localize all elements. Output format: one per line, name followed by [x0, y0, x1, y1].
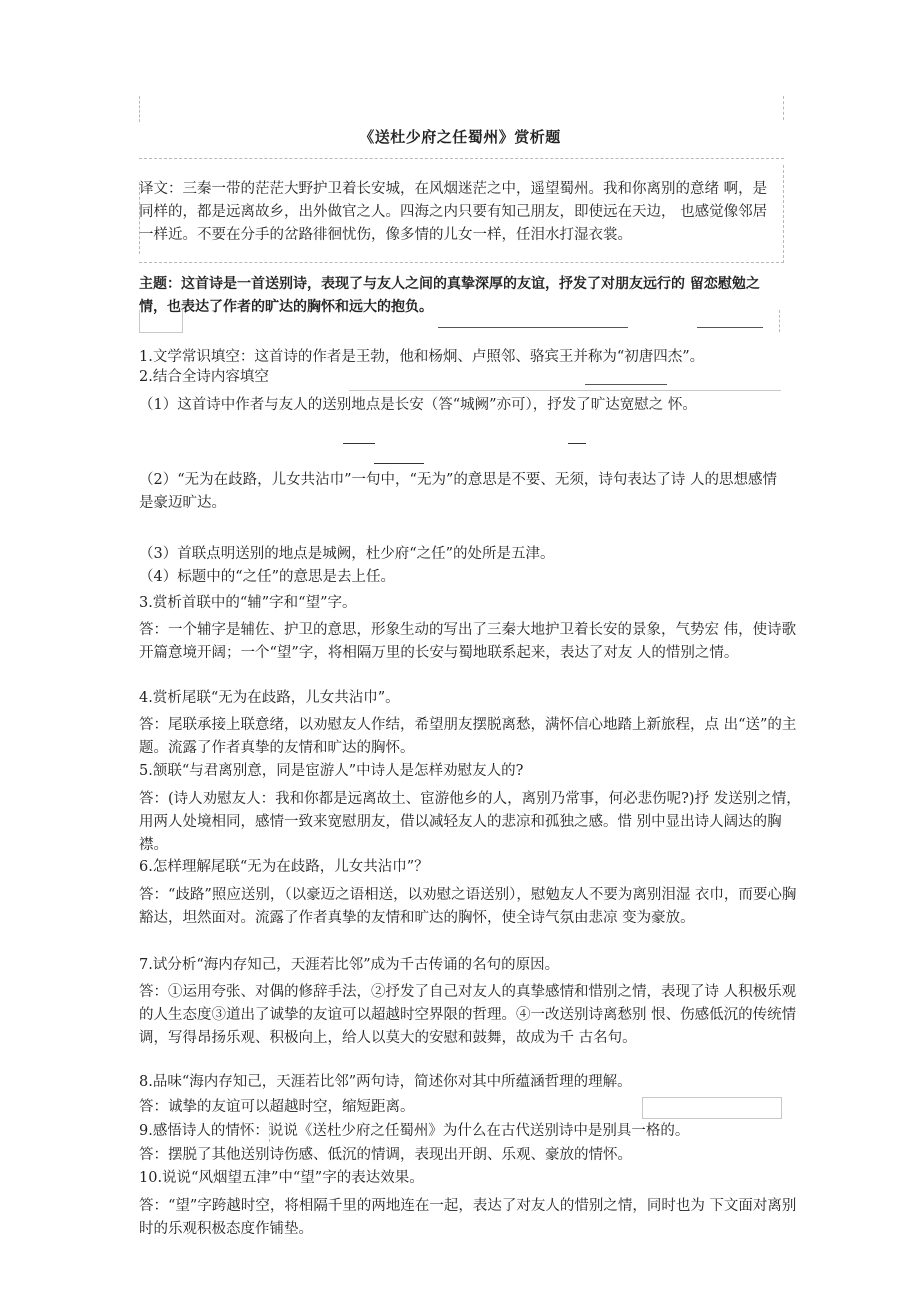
question-2-item-4: （4）标题中的“之任”的意思是去上任。 — [139, 569, 396, 585]
underline-4 — [343, 443, 375, 444]
question-5: 5.颔联“与君离别意，同是宦游人”中诗人是怎样劝慰友人的? — [139, 763, 524, 779]
underline-1 — [438, 327, 628, 328]
question-2-item-1: （1）这首诗中作者与友人的送别地点是长安（答“城阙”亦可），抒发了旷达宽慰之 怀。 — [139, 397, 697, 413]
answer-6: 答：“歧路”照应送别，（以豪迈之语相送，以劝慰之语送别），慰勉友人不要为离别泪湿 衣巾，而要心胸豁达，坦然面对。流露了作者真挚的友情和旷达的胸怀，使全诗气氛由悲凉 变为豪放。 — [139, 887, 797, 926]
underline-6 — [374, 463, 424, 464]
frame-line-3 — [139, 262, 784, 263]
frame-box-right — [349, 390, 781, 391]
question-3: 3.赏析首联中的“辅”字和“望”字。 — [139, 595, 357, 611]
translation-paragraph: 译文：三秦一带的茫茫大野护卫着长安城，在风烟迷茫之中，遥望蜀州。我和你离别的意绪 啊，是同样的，都是远离故乡，出外做官之人。四海之内只要有知己朋友，即使远在天边， 也感觉像邻居一样近。不要在分手的岔路徘徊忧伤，像多情的儿女一样，任泪水打湿衣裳。 — [139, 181, 768, 243]
question-10: 10.说说“风烟望五津”中“望”字的表达效果。 — [139, 1170, 424, 1186]
answer-3: 答：一个辅字是辅佐、护卫的意思，形象生动的写出了三秦大地护卫着长安的景象，气势宏 伟，使诗歌开篇意境开阔；一个“望”字，将相隔万里的长安与蜀地联系起来，表达了对友 人的惜别之情。 — [139, 622, 797, 661]
frame-mid-line — [139, 158, 784, 159]
underline-5 — [568, 443, 586, 444]
frame-left-line — [139, 96, 140, 122]
frame-right-line-2 — [783, 165, 784, 263]
theme-paragraph: 主题：这首诗是一首送别诗，表现了与友人之间的真挚深厚的友谊，抒发了对朋友远行的 留恋慰勉之情，也表达了作者的旷达的胸怀和远大的抱负。 — [139, 276, 760, 315]
answer-10: 答：“望”字跨越时空，将相隔千里的两地连在一起，表达了对友人的惜别之情，同时也为 下文面对离别时的乐观积极态度作铺垫。 — [139, 1198, 797, 1237]
question-2-item-2: （2）“无为在歧路，儿女共沾巾”一句中，“无为”的意思是不要、无须，诗句表达了诗 人的思想感情是豪迈旷达。 — [139, 472, 777, 511]
question-4: 4.赏析尾联“无为在歧路，儿女共沾巾”。 — [139, 690, 400, 706]
page-title: 《送杜少府之任蜀州》赏析题 — [359, 128, 561, 146]
frame-right-line-3 — [779, 310, 780, 332]
question-9: 9.感悟诗人的情怀：说说《送杜少府之任蜀州》为什么在古代送别诗中是别具一格的。 — [139, 1123, 690, 1139]
answer-8: 答：诚挚的友谊可以超越时空，缩短距离。 — [139, 1099, 415, 1115]
answer-5: 答：(诗人劝慰友人：我和你都是远离故土、宦游他乡的人，离别乃常事，何必悲伤呢?)抒 发送别之情，用两人处境相同，感情一致来宽慰朋友，借以减轻友人的悲凉和孤独之感。惜 别中显出诗人阔达的胸襟。 — [139, 791, 801, 853]
question-7: 7.试分析“海内存知己，天涯若比邻”成为千古传诵的名句的原因。 — [139, 957, 560, 973]
question-1: 1.文学常识填空：这首诗的作者是王勃，他和杨炯、卢照邻、骆宾王并称为“初唐四杰”。 — [139, 349, 705, 365]
frame-right-line — [783, 96, 784, 120]
answer-9: 答：摆脱了其他送别诗伤感、低沉的情调，表现出开朗、乐观、豪放的情怀。 — [139, 1147, 632, 1163]
question-8: 8.品味“海内存知己，天涯若比邻”两句诗，简述你对其中所蕴涵哲理的理解。 — [139, 1074, 632, 1090]
question-2: 2.结合全诗内容填空 — [139, 369, 269, 385]
question-6: 6.怎样理解尾联“无为在歧路，儿女共沾巾”？ — [139, 859, 429, 875]
question-2-item-3: （3）首联点明送别的地点是城阙，杜少府“之任”的处所是五津。 — [139, 546, 555, 562]
answer-4: 答：尾联承接上联意绪，以劝慰友人作结，希望朋友摆脱离愁，满怀信心地踏上新旅程，点 出“送”的主题。流露了作者真挚的友情和旷达的胸怀。 — [139, 717, 797, 756]
answer-7: 答：①运用夸张、对偶的修辞手法，②抒发了自己对友人的真挚感情和惜别之情，表现了诗 人积极乐观的人生态度③道出了诚挚的友谊可以超越时空界限的哲理。④一改送别诗离愁别 恨、伤感低沉的传统情调，写得昂扬乐观、积极向上，给人以莫大的安慰和鼓舞，故成为千 古名句。 — [139, 984, 797, 1046]
underline-2 — [697, 327, 763, 328]
